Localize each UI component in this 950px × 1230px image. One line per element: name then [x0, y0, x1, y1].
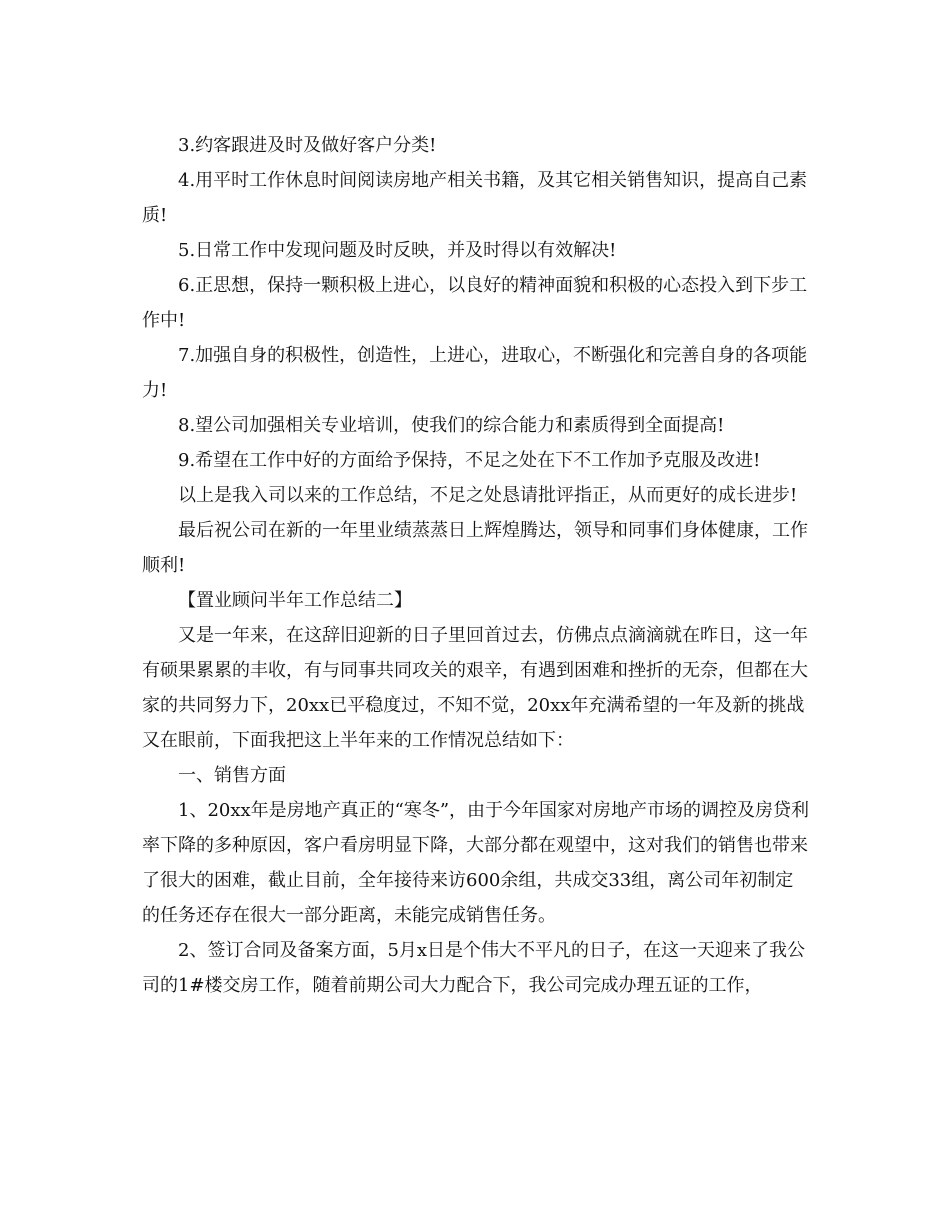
- paragraph-item-4: 4.用平时工作休息时间阅读房地产相关书籍，及其它相关销售知识，提高自己素质!: [142, 170, 808, 226]
- paragraph-sales-point-1: 1、20xx年是房地产真正的“寒冬”，由于今年国家对房地产市场的调控及房贷利率下降的多种原因，客户看房明显下降，大部分都在观望中，这对我们的销售也带来了很大的困难，截止目前，全年接待来访600余组，共成交33组，离公司年初制定的任务还存在很大一部分距离，未能完成销售任务。: [142, 800, 810, 926]
- paragraph-sales-point-2: 2、签订合同及备案方面，5月x日是个伟大不平凡的日子，在这一天迎来了我公司的1#楼交房工作，随着前期公司大力配合下，我公司完成办理五证的工作，: [142, 940, 806, 996]
- paragraph-closing-wishes: 最后祝公司在新的一年里业绩蒸蒸日上辉煌腾达，领导和同事们身体健康，工作顺利!: [142, 520, 808, 576]
- paragraph-item-9: 9.希望在工作中好的方面给予保持，不足之处在下不工作加予克服及改进!: [178, 450, 761, 471]
- paragraph-item-5: 5.日常工作中发现问题及时反映，并及时得以有效解决!: [178, 240, 617, 261]
- paragraph-summary: 以上是我入司以来的工作总结，不足之处恳请批评指正，从而更好的成长进步!: [178, 485, 798, 506]
- paragraph-intro-year-review: 又是一年来，在这辞旧迎新的日子里回首过去，仿佛点点滴滴就在昨日，这一年有硕果累累的丰收，有与同事共同攻关的艰辛，有遇到困难和挫折的无奈，但都在大家的共同努力下，20xx已平稳度过，不知不觉，20xx年充满希望的一年及新的挑战又在眼前，下面我把这上半年来的工作情况总结如下：: [142, 625, 808, 751]
- section-heading-sales: 一、销售方面: [178, 765, 286, 786]
- document-body: [142, 128, 810, 1003]
- paragraph-item-6: 6.正思想，保持一颗积极上进心，以良好的精神面貌和积极的心态投入到下步工作中!: [142, 275, 808, 331]
- paragraph-item-8: 8.望公司加强相关专业培训，使我们的综合能力和素质得到全面提高!: [178, 415, 725, 436]
- paragraph-item-3: 3.约客跟进及时及做好客户分类!: [178, 135, 437, 156]
- section-heading-summary-two: 【置业顾问半年工作总结二】: [178, 590, 412, 611]
- paragraph-item-7: 7.加强自身的积极性，创造性，上进心，进取心，不断强化和完善自身的各项能力!: [142, 345, 808, 401]
